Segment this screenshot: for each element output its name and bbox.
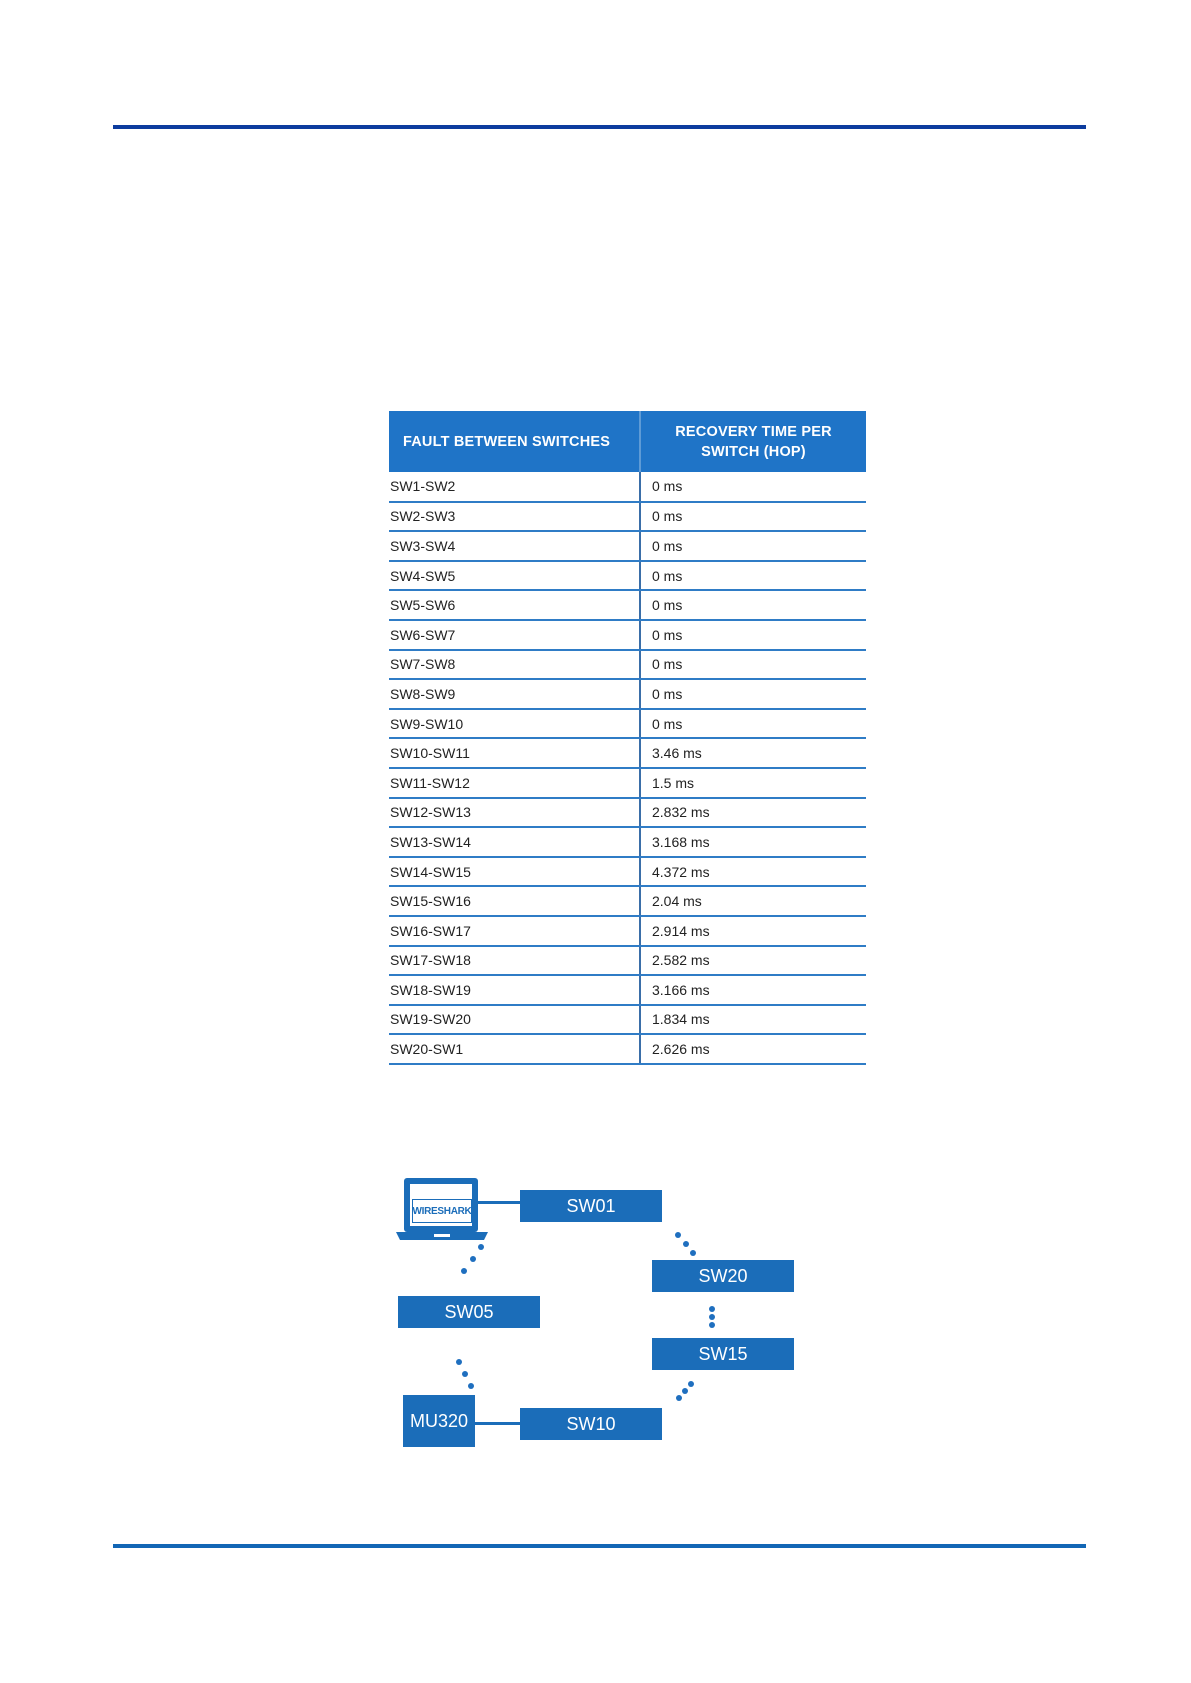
merging-unit-mu320: MU320 [403,1395,475,1447]
fault-segment-cell: SW7-SW8 [389,650,640,680]
recovery-time-cell: 2.626 ms [640,1034,866,1064]
header-recovery-line2: SWITCH (HOP) [701,443,806,460]
table-row [389,531,866,561]
connector-dot [682,1388,688,1394]
header-recovery-time [640,411,866,472]
connector-dot [688,1381,694,1387]
fault-segment-cell: SW11-SW12 [389,768,640,798]
recovery-time-cell: 2.04 ms [640,886,866,916]
fault-segment-cell: SW16-SW17 [389,916,640,946]
table-row [389,798,866,828]
table-row [389,679,866,709]
fault-segment-cell: SW9-SW10 [389,709,640,739]
fault-segment-cell: SW6-SW7 [389,620,640,650]
wireshark-logo: WIRESHARK [412,1199,472,1223]
connector-dot [462,1371,468,1377]
connector-dot [690,1250,696,1256]
connector-dot [675,1232,681,1238]
table-header-row [389,411,866,472]
recovery-time-cell: 0 ms [640,472,866,502]
switch-sw10: SW10 [520,1408,662,1440]
laptop-to-sw01-link [478,1201,520,1204]
table-row [389,1005,866,1035]
fault-segment-cell: SW20-SW1 [389,1034,640,1064]
mu320-to-sw10-link [474,1422,520,1425]
connector-dot [470,1256,476,1262]
ring-topology-diagram [390,1180,810,1450]
fault-segment-cell: SW13-SW14 [389,827,640,857]
connector-dot [676,1395,682,1401]
fault-segment-cell: SW3-SW4 [389,531,640,561]
table-row [389,709,866,739]
table-row [389,472,866,502]
table-row [389,975,866,1005]
connector-dot [456,1359,462,1365]
recovery-time-cell: 2.582 ms [640,946,866,976]
fault-segment-cell: SW4-SW5 [389,561,640,591]
recovery-time-cell: 3.166 ms [640,975,866,1005]
recovery-time-cell: 0 ms [640,679,866,709]
fault-segment-cell: SW18-SW19 [389,975,640,1005]
recovery-time-cell: 0 ms [640,590,866,620]
fault-segment-cell: SW1-SW2 [389,472,640,502]
recovery-time-cell: 2.914 ms [640,916,866,946]
table-row [389,620,866,650]
recovery-time-cell: 1.834 ms [640,1005,866,1035]
table-row [389,886,866,916]
connector-dot [478,1244,484,1250]
table-row [389,946,866,976]
table-row [389,590,866,620]
connector-dot [709,1306,715,1312]
connector-dot [461,1268,467,1274]
connector-dot [709,1314,715,1320]
table-row [389,738,866,768]
recovery-time-cell: 0 ms [640,502,866,532]
table-row [389,768,866,798]
fault-segment-cell: SW10-SW11 [389,738,640,768]
fault-segment-cell: SW12-SW13 [389,798,640,828]
table-body [389,472,866,1064]
fault-segment-cell: SW5-SW6 [389,590,640,620]
recovery-time-table [389,411,866,1065]
table-row [389,1034,866,1064]
fault-segment-cell: SW17-SW18 [389,946,640,976]
top-rule [113,125,1086,129]
switch-sw01: SW01 [520,1190,662,1222]
table-row [389,827,866,857]
recovery-time-cell: 4.372 ms [640,857,866,887]
recovery-time-cell: 2.832 ms [640,798,866,828]
recovery-time-table-wrapper [389,411,866,1065]
table-row [389,502,866,532]
fault-segment-cell: SW2-SW3 [389,502,640,532]
fault-segment-cell: SW14-SW15 [389,857,640,887]
table-row [389,650,866,680]
header-fault-between-switches: FAULT BETWEEN SWITCHES [389,411,640,472]
recovery-time-cell: 0 ms [640,709,866,739]
recovery-time-cell: 0 ms [640,620,866,650]
connector-dot [468,1383,474,1389]
fault-segment-cell: SW8-SW9 [389,679,640,709]
table-row [389,561,866,591]
switch-sw15: SW15 [652,1338,794,1370]
fault-segment-cell: SW19-SW20 [389,1005,640,1035]
recovery-time-cell: 0 ms [640,531,866,561]
connector-dot [709,1322,715,1328]
bottom-rule [113,1544,1086,1548]
recovery-time-cell: 0 ms [640,650,866,680]
table-row [389,857,866,887]
fault-segment-cell: SW15-SW16 [389,886,640,916]
switch-sw05: SW05 [398,1296,540,1328]
recovery-time-cell: 1.5 ms [640,768,866,798]
recovery-time-cell: 3.46 ms [640,738,866,768]
table-row [389,916,866,946]
recovery-time-cell: 0 ms [640,561,866,591]
recovery-time-cell: 3.168 ms [640,827,866,857]
switch-sw20: SW20 [652,1260,794,1292]
header-recovery-line1: RECOVERY TIME PER [675,423,832,440]
connector-dot [683,1241,689,1247]
